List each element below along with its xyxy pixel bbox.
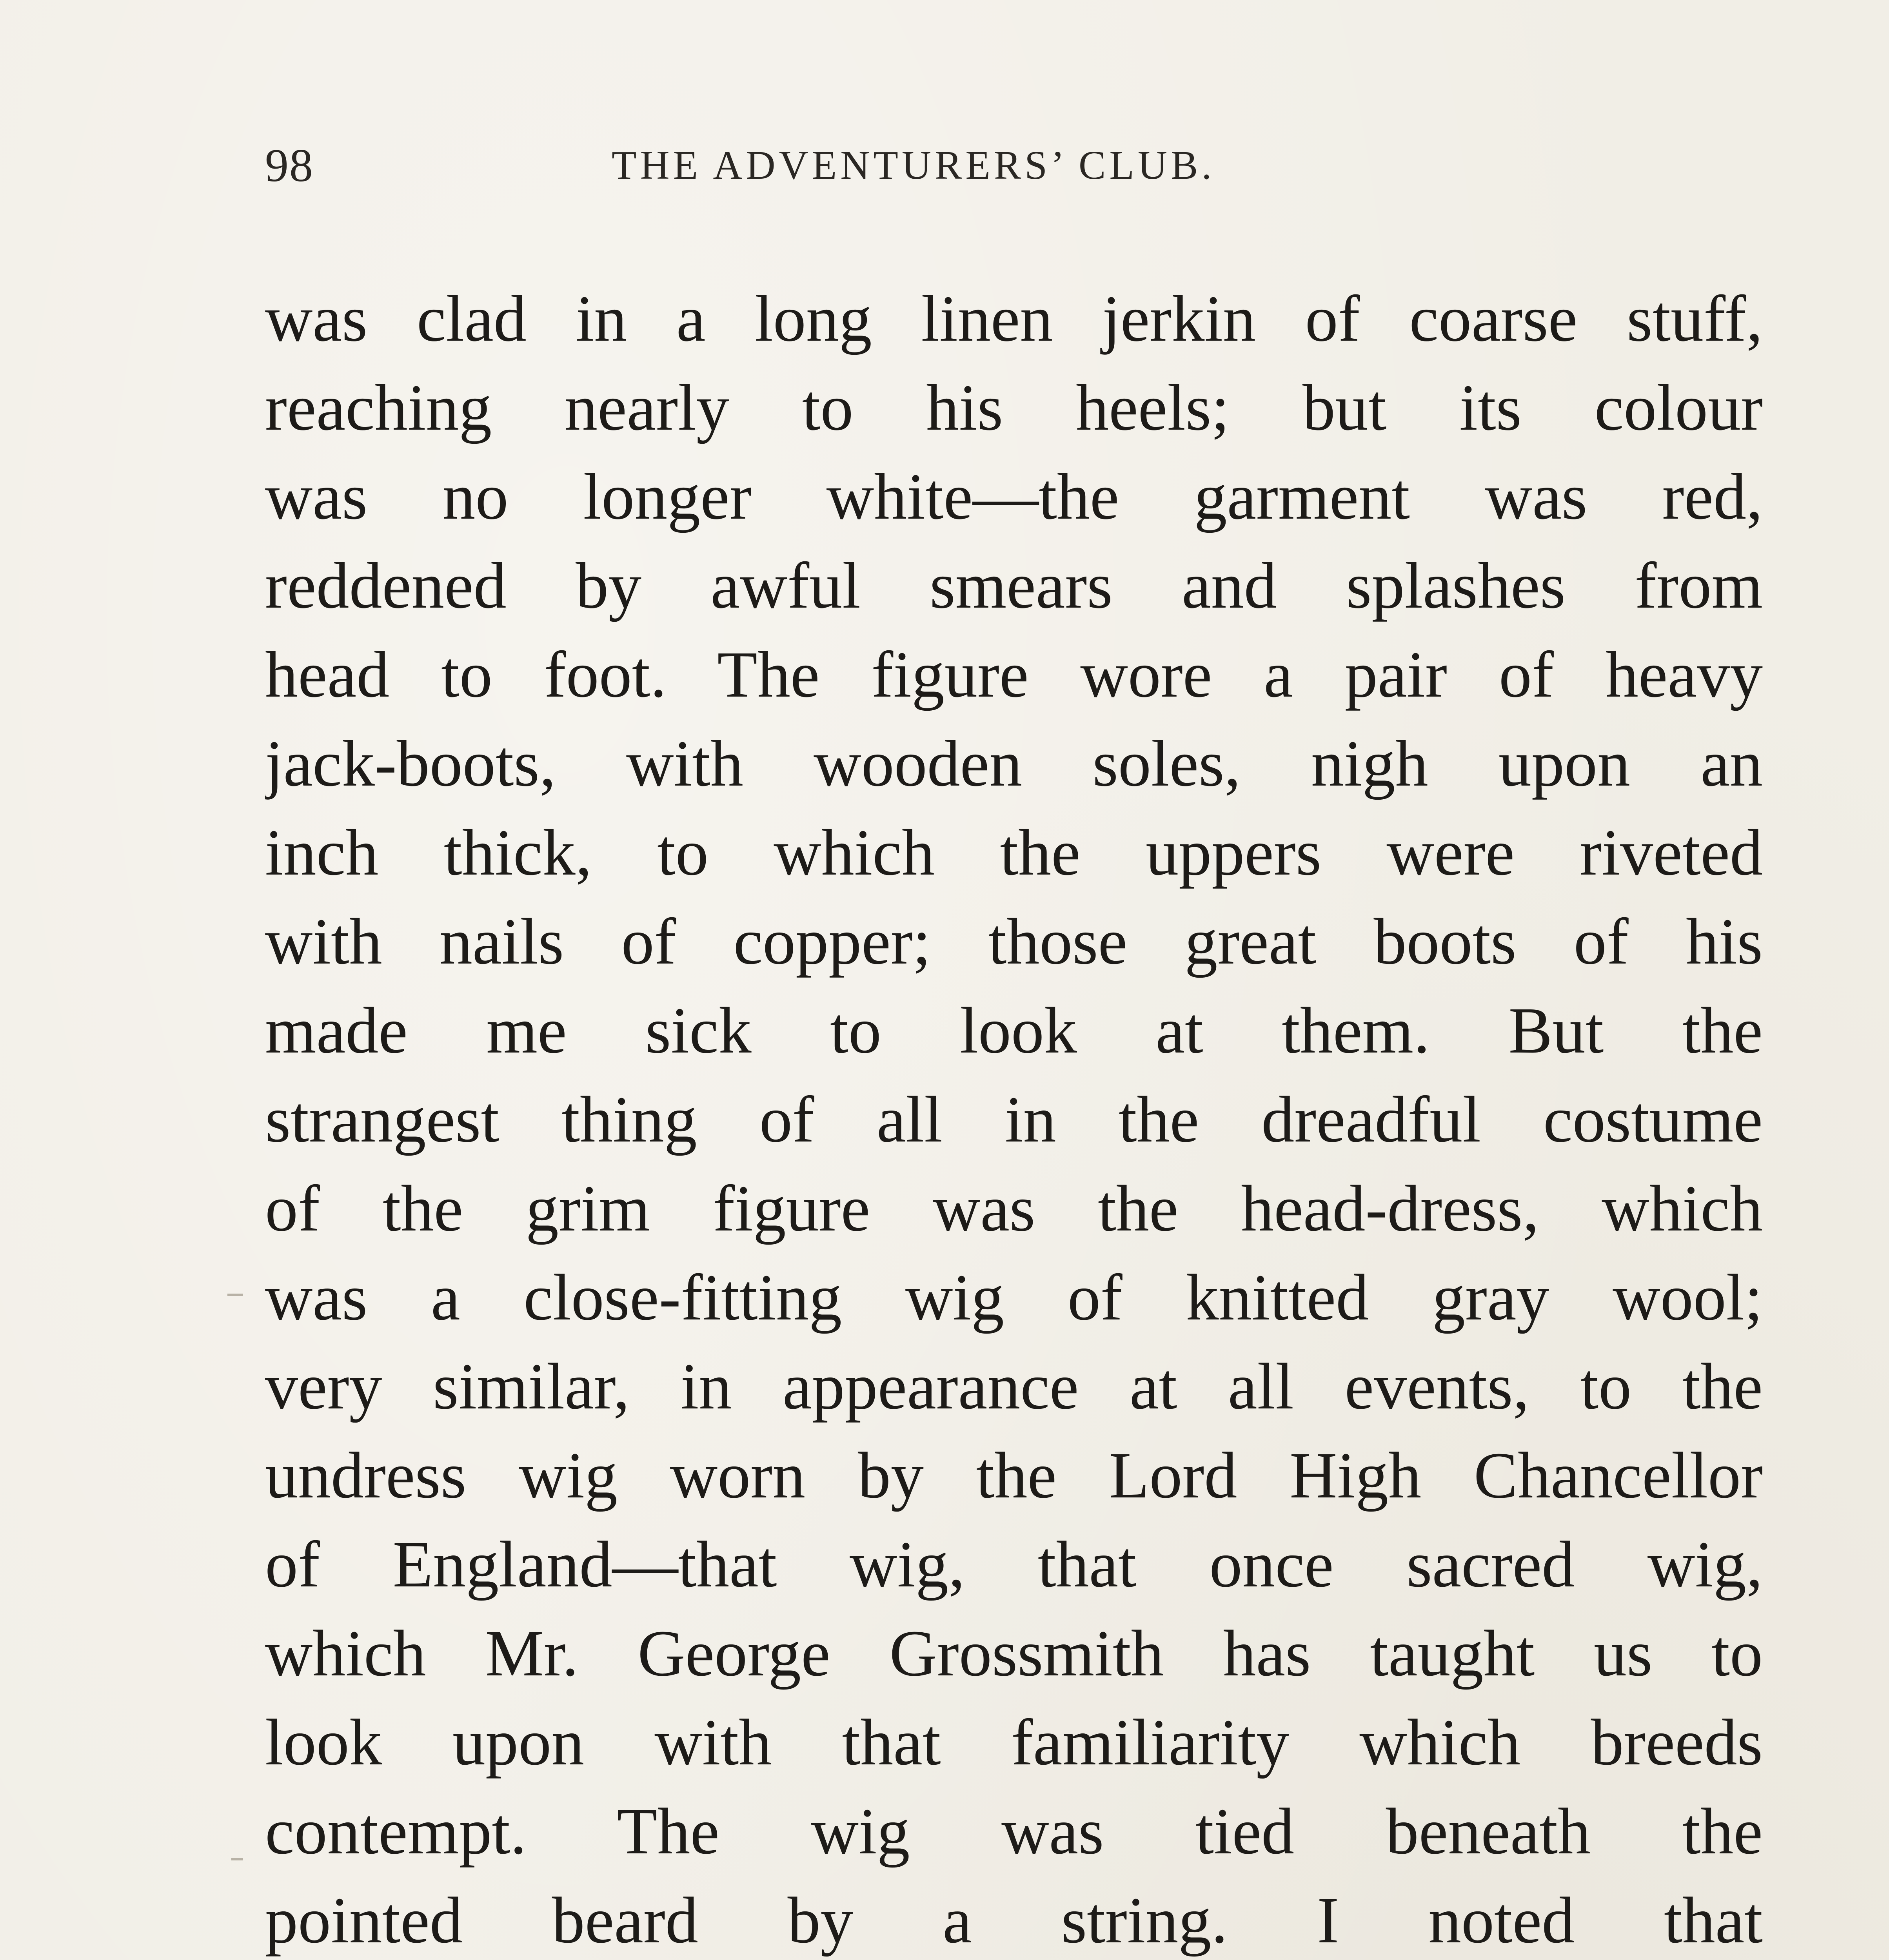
text-line: inch thick, to which the uppers were riveted bbox=[265, 816, 1763, 889]
margin-tick-mark bbox=[227, 1294, 243, 1296]
text-line: pointed beard by a string. I noted that bbox=[265, 1884, 1763, 1957]
text-line: look upon with that familiarity which breeds bbox=[265, 1706, 1763, 1779]
text-line: strangest thing of all in the dreadful costume bbox=[265, 1083, 1763, 1156]
text-line: contempt. The wig was tied beneath the bbox=[265, 1795, 1763, 1868]
text-line: jack-boots, with wooden soles, nigh upon an bbox=[265, 727, 1763, 800]
text-line: of England—that wig, that once sacred wig, bbox=[265, 1528, 1763, 1601]
text-line: made me sick to look at them. But the bbox=[265, 994, 1763, 1067]
text-line: head to foot. The figure wore a pair of heavy bbox=[265, 638, 1763, 711]
running-head-title: THE ADVENTURERS’ CLUB. bbox=[612, 143, 1215, 188]
text-line: very similar, in appearance at all events, to the bbox=[265, 1350, 1763, 1423]
text-line: was no longer white—the garment was red, bbox=[265, 460, 1763, 533]
text-line: undress wig worn by the Lord High Chancellor bbox=[265, 1439, 1763, 1512]
margin-tick-mark bbox=[231, 1858, 243, 1860]
text-line: reaching nearly to his heels; but its colour bbox=[265, 371, 1763, 444]
text-line: reddened by awful smears and splashes from bbox=[265, 549, 1763, 622]
text-line: was a close-fitting wig of knitted gray wool; bbox=[265, 1261, 1763, 1334]
text-line: of the grim figure was the head-dress, which bbox=[265, 1172, 1763, 1245]
running-head bbox=[0, 138, 1889, 193]
page-number: 98 bbox=[265, 139, 314, 191]
text-line: was clad in a long linen jerkin of coarse stuff, bbox=[265, 282, 1763, 355]
text-line: which Mr. George Grossmith has taught us to bbox=[265, 1617, 1763, 1690]
text-line: with nails of copper; those great boots of his bbox=[265, 905, 1763, 978]
body-text bbox=[265, 274, 1763, 1960]
